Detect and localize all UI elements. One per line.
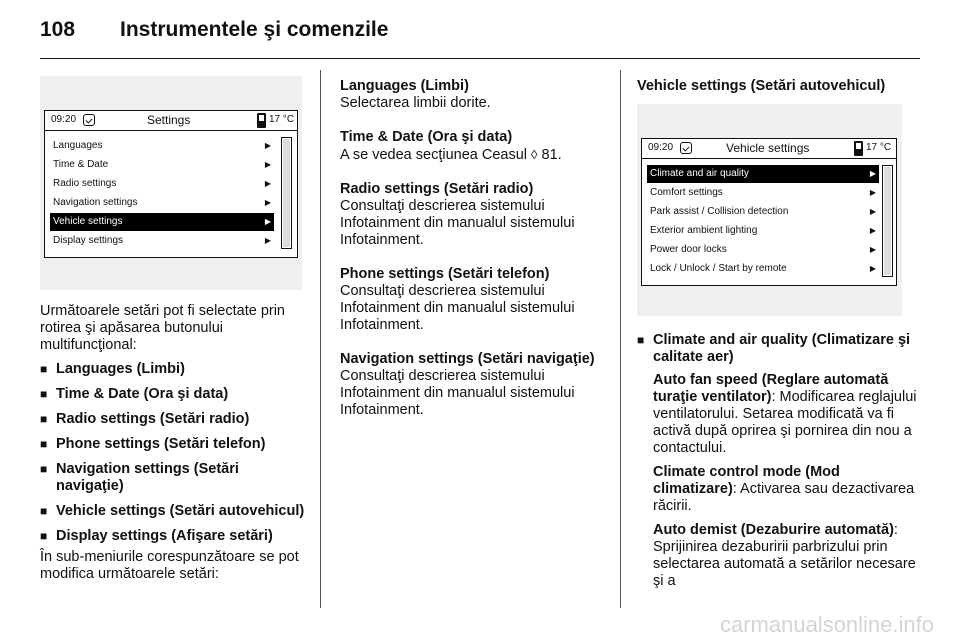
bullet-item: ■ Vehicle settings (Setări autovehicul) [40,503,310,520]
entry-climate-control-mode [653,464,920,515]
menu-item-label: Comfort settings [650,187,723,198]
phone-icon [257,113,266,128]
column-3 [637,78,920,95]
vehicle-menu-item-comfort[interactable] [647,184,879,202]
menu-item-label: Vehicle settings [53,216,123,227]
bullet-item: ■ Languages (Limbi) [40,361,310,378]
column-1 [40,303,310,583]
column-3-body [637,332,920,590]
settings-screen-figure [40,76,302,290]
page-number: 108 [40,18,76,41]
section-body: Selectarea limbii dorite. [340,95,491,111]
menu-item-label: Navigation settings [53,197,138,208]
chevron-right-icon: ▶ [869,245,876,254]
screen-temperature: 17 °C [866,142,892,153]
column-2 [340,78,612,419]
bullet-item: ■ Time & Date (Ora şi data) [40,386,310,403]
bullet-item: ■ Navigation settings (Setări navigaţie) [40,461,310,495]
entry-term: Auto demist (Dezaburire automată) [653,522,894,538]
chevron-right-icon: ▶ [264,236,271,245]
status-check-icon [83,114,95,126]
section-title: Navigation settings (Setări navigaţie) [340,351,595,367]
outro-paragraph: În sub-meniurile corespunzătoare se pot modifica următoarele setări: [40,549,299,582]
vehicle-screen-status-bar [642,139,896,159]
vehicle-menu-item-park-assist[interactable] [647,203,879,221]
settings-menu-item-navigation[interactable] [50,194,274,212]
chevron-right-icon: ▶ [264,198,271,207]
chevron-right-icon: ▶ [869,264,876,273]
screen-temperature: 17 °C [269,114,295,125]
menu-item-label: Lock / Unlock / Start by remote [650,263,787,274]
entry-desc: : Sprijinirea dezaburirii parbrizului prin selectarea automată a setărilor necesare şi a [653,522,916,589]
entry-auto-demist [653,522,920,590]
scrollbar-thumb[interactable] [283,139,290,247]
menu-item-label: Power door locks [650,244,727,255]
menu-item-label: Display settings [53,235,124,246]
vehicle-menu-item-climate[interactable] [647,165,879,183]
scrollbar-thumb[interactable] [884,167,891,275]
section-title: Time & Date (Ora şi data) [340,129,513,145]
menu-item-label: Park assist / Collision detection [650,206,789,217]
screen-title: Vehicle settings [726,141,810,155]
section-radio [340,181,612,249]
bullet-item: ■ Radio settings (Setări radio) [40,411,310,428]
section-body: Consultaţi descrierea sistemului Infotainment din manualul sistemului Infotainment. [340,283,575,333]
screen-title: Settings [147,113,191,127]
settings-screen [44,110,298,258]
section-title: Radio settings (Setări radio) [340,181,534,197]
section-phone [340,266,612,334]
intro-paragraph: Următoarele setări pot fi selectate prin rotirea şi apăsarea butonului multifuncţional: [40,303,285,353]
screen-time: 09:20 [51,114,77,125]
section-time-date [340,129,612,164]
bullet-item: ■ Phone settings (Setări telefon) [40,436,310,453]
chevron-right-icon: ▶ [869,226,876,235]
header-rule [40,58,920,59]
entry-term: Climate control mode (Mod climatizare) [653,464,840,497]
chevron-right-icon: ▶ [869,169,876,178]
menu-item-label: Exterior ambient lighting [650,225,758,236]
phone-icon [854,141,863,156]
status-check-icon [680,142,692,154]
chevron-right-icon: ▶ [264,179,271,188]
settings-menu-item-radio[interactable] [50,175,274,193]
chevron-right-icon: ▶ [264,160,271,169]
bullet-item: ■ Display settings (Afişare setări) [40,528,310,545]
vehicle-scrollbar[interactable] [882,165,893,277]
page-reference-icon: ◊ [531,147,538,162]
screen-time: 09:20 [648,142,674,153]
entry-desc: : Activarea sau dezactivarea răcirii. [653,481,915,514]
vehicle-menu-item-remote-start[interactable] [647,260,879,278]
menu-item-label: Climate and air quality [650,168,749,179]
chevron-right-icon: ▶ [264,141,271,150]
settings-bullet-list [40,361,310,545]
vehicle-settings-heading: Vehicle settings (Setări autovehicul) [637,78,886,94]
watermark: carmanualsonline.info [719,612,934,637]
menu-item-label: Time & Date [53,159,109,170]
section-navigation [340,351,612,419]
chevron-right-icon: ▶ [869,207,876,216]
entry-auto-fan-speed [653,372,920,457]
climate-bullet-list [637,332,920,366]
page-header [40,18,920,62]
vehicle-menu-item-door-locks[interactable] [647,241,879,259]
section-body: Consultaţi descrierea sistemului Infotainment din manualul sistemului Infotainment. [340,198,575,248]
settings-menu-item-display[interactable] [50,232,274,250]
entry-term: Auto fan speed (Reglare automată turaţie ventilator) [653,372,889,405]
column-divider-1 [320,70,321,608]
bullet-item: ■ Climate and air quality (Climatizare şi calitate aer) [637,332,920,366]
entry-desc: : Modificarea reglajului ventilatorului. Setarea modificată va fi activă după oprirea şi pornirea din nou a contactului. [653,389,917,456]
menu-item-label: Languages [53,140,103,151]
section-title: Phone settings (Setări telefon) [340,266,550,282]
settings-menu-item-languages[interactable] [50,137,274,155]
vehicle-settings-screen [641,138,897,286]
climate-entries [637,372,920,590]
menu-item-label: Radio settings [53,178,117,189]
section-body-text: A se vedea secţiunea Ceasul [340,147,532,163]
column-divider-2 [620,70,621,608]
settings-screen-status-bar [45,111,297,131]
chevron-right-icon: ▶ [869,188,876,197]
settings-menu-item-vehicle[interactable] [50,213,274,231]
section-title: Languages (Limbi) [340,78,469,94]
page-heading: Instrumentele şi comenzile [120,18,389,41]
vehicle-settings-screen-figure [637,104,902,316]
section-body: Consultaţi descrierea sistemului Infotainment din manualul sistemului Infotainment. [340,368,575,418]
page-reference-number[interactable]: 81. [537,147,562,163]
settings-scrollbar[interactable] [281,137,292,249]
vehicle-menu-item-ambient-lighting[interactable] [647,222,879,240]
section-languages [340,78,612,112]
chevron-right-icon: ▶ [264,217,271,226]
section-body [340,146,612,164]
settings-menu-item-time-date[interactable] [50,156,274,174]
